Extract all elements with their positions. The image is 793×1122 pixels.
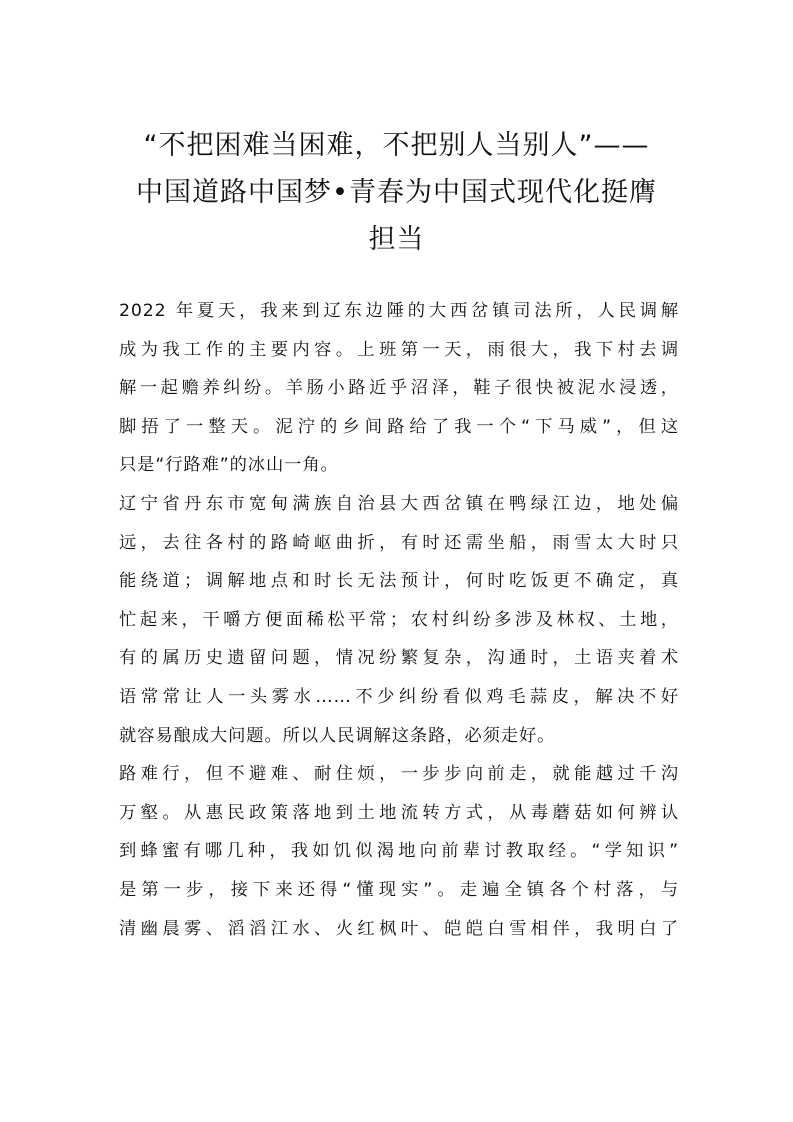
title-line-2: 中国道路中国梦•青春为中国式现代化挺膺 (136, 177, 657, 208)
paragraph-line: 忙起来，干嚼方便面稀松平常；农村纠纷多涉及林权、土地， (119, 609, 679, 630)
paragraph-line: 能绕道；调解地点和时长无法预计，何时吃饭更不确定，真 (119, 571, 679, 592)
paragraph-line: 只是“行路难”的冰山一角。 (119, 455, 339, 476)
paragraph-line: 有的属历史遗留问题，情况纷繁复杂，沟通时，土语夹着术 (119, 648, 679, 669)
document-title (100, 122, 693, 263)
paragraph-line: 成为我工作的主要内容。上班第一天，雨很大，我下村去调 (119, 339, 679, 360)
title-line-1: “不把困难当困难，不把别人当别人”—— (143, 130, 650, 161)
title-line-3: 担当 (368, 224, 425, 255)
paragraph-line: 清幽晨雾、滔滔江水、火红枫叶、皑皑白雪相伴，我明白了 (119, 918, 679, 939)
paragraph-line: 解一起赡养纠纷。羊肠小路近乎沼泽，鞋子很快被泥水浸透， (119, 378, 679, 399)
paragraph-line: 2022 年夏天，我来到辽东边陲的大西岔镇司法所，人民调解 (119, 301, 679, 321)
paragraph-line: 到蜂蜜有哪几种，我如饥似渴地向前辈讨教取经。“学知识” (119, 841, 679, 862)
paragraph-line: 就容易酿成大问题。所以人民调解这条路，必须走好。 (119, 725, 556, 746)
paragraph-2 (119, 485, 679, 755)
paragraph-3 (119, 755, 679, 948)
paragraph-line: 远，去往各村的路崎岖曲折，有时还需坐船，雨雪太大时只 (119, 532, 679, 553)
paragraph-line: 万壑。从惠民政策落地到土地流转方式，从毒蘑菇如何辨认 (119, 802, 679, 823)
paragraph-line: 是第一步，接下来还得“懂现实”。走遍全镇各个村落，与 (119, 879, 679, 900)
document-body (119, 292, 679, 948)
paragraph-line: 路难行，但不避难、耐住烦，一步步向前走，就能越过千沟 (119, 764, 679, 785)
paragraph-line: 语常常让人一头雾水……不少纠纷看似鸡毛蒜皮，解决不好 (119, 686, 679, 707)
paragraph-1 (119, 292, 679, 485)
paragraph-line: 辽宁省丹东市宽甸满族自治县大西岔镇在鸭绿江边，地处偏 (119, 493, 679, 514)
paragraph-line: 脚捂了一整天。泥泞的乡间路给了我一个“下马威”，但这 (119, 416, 679, 437)
